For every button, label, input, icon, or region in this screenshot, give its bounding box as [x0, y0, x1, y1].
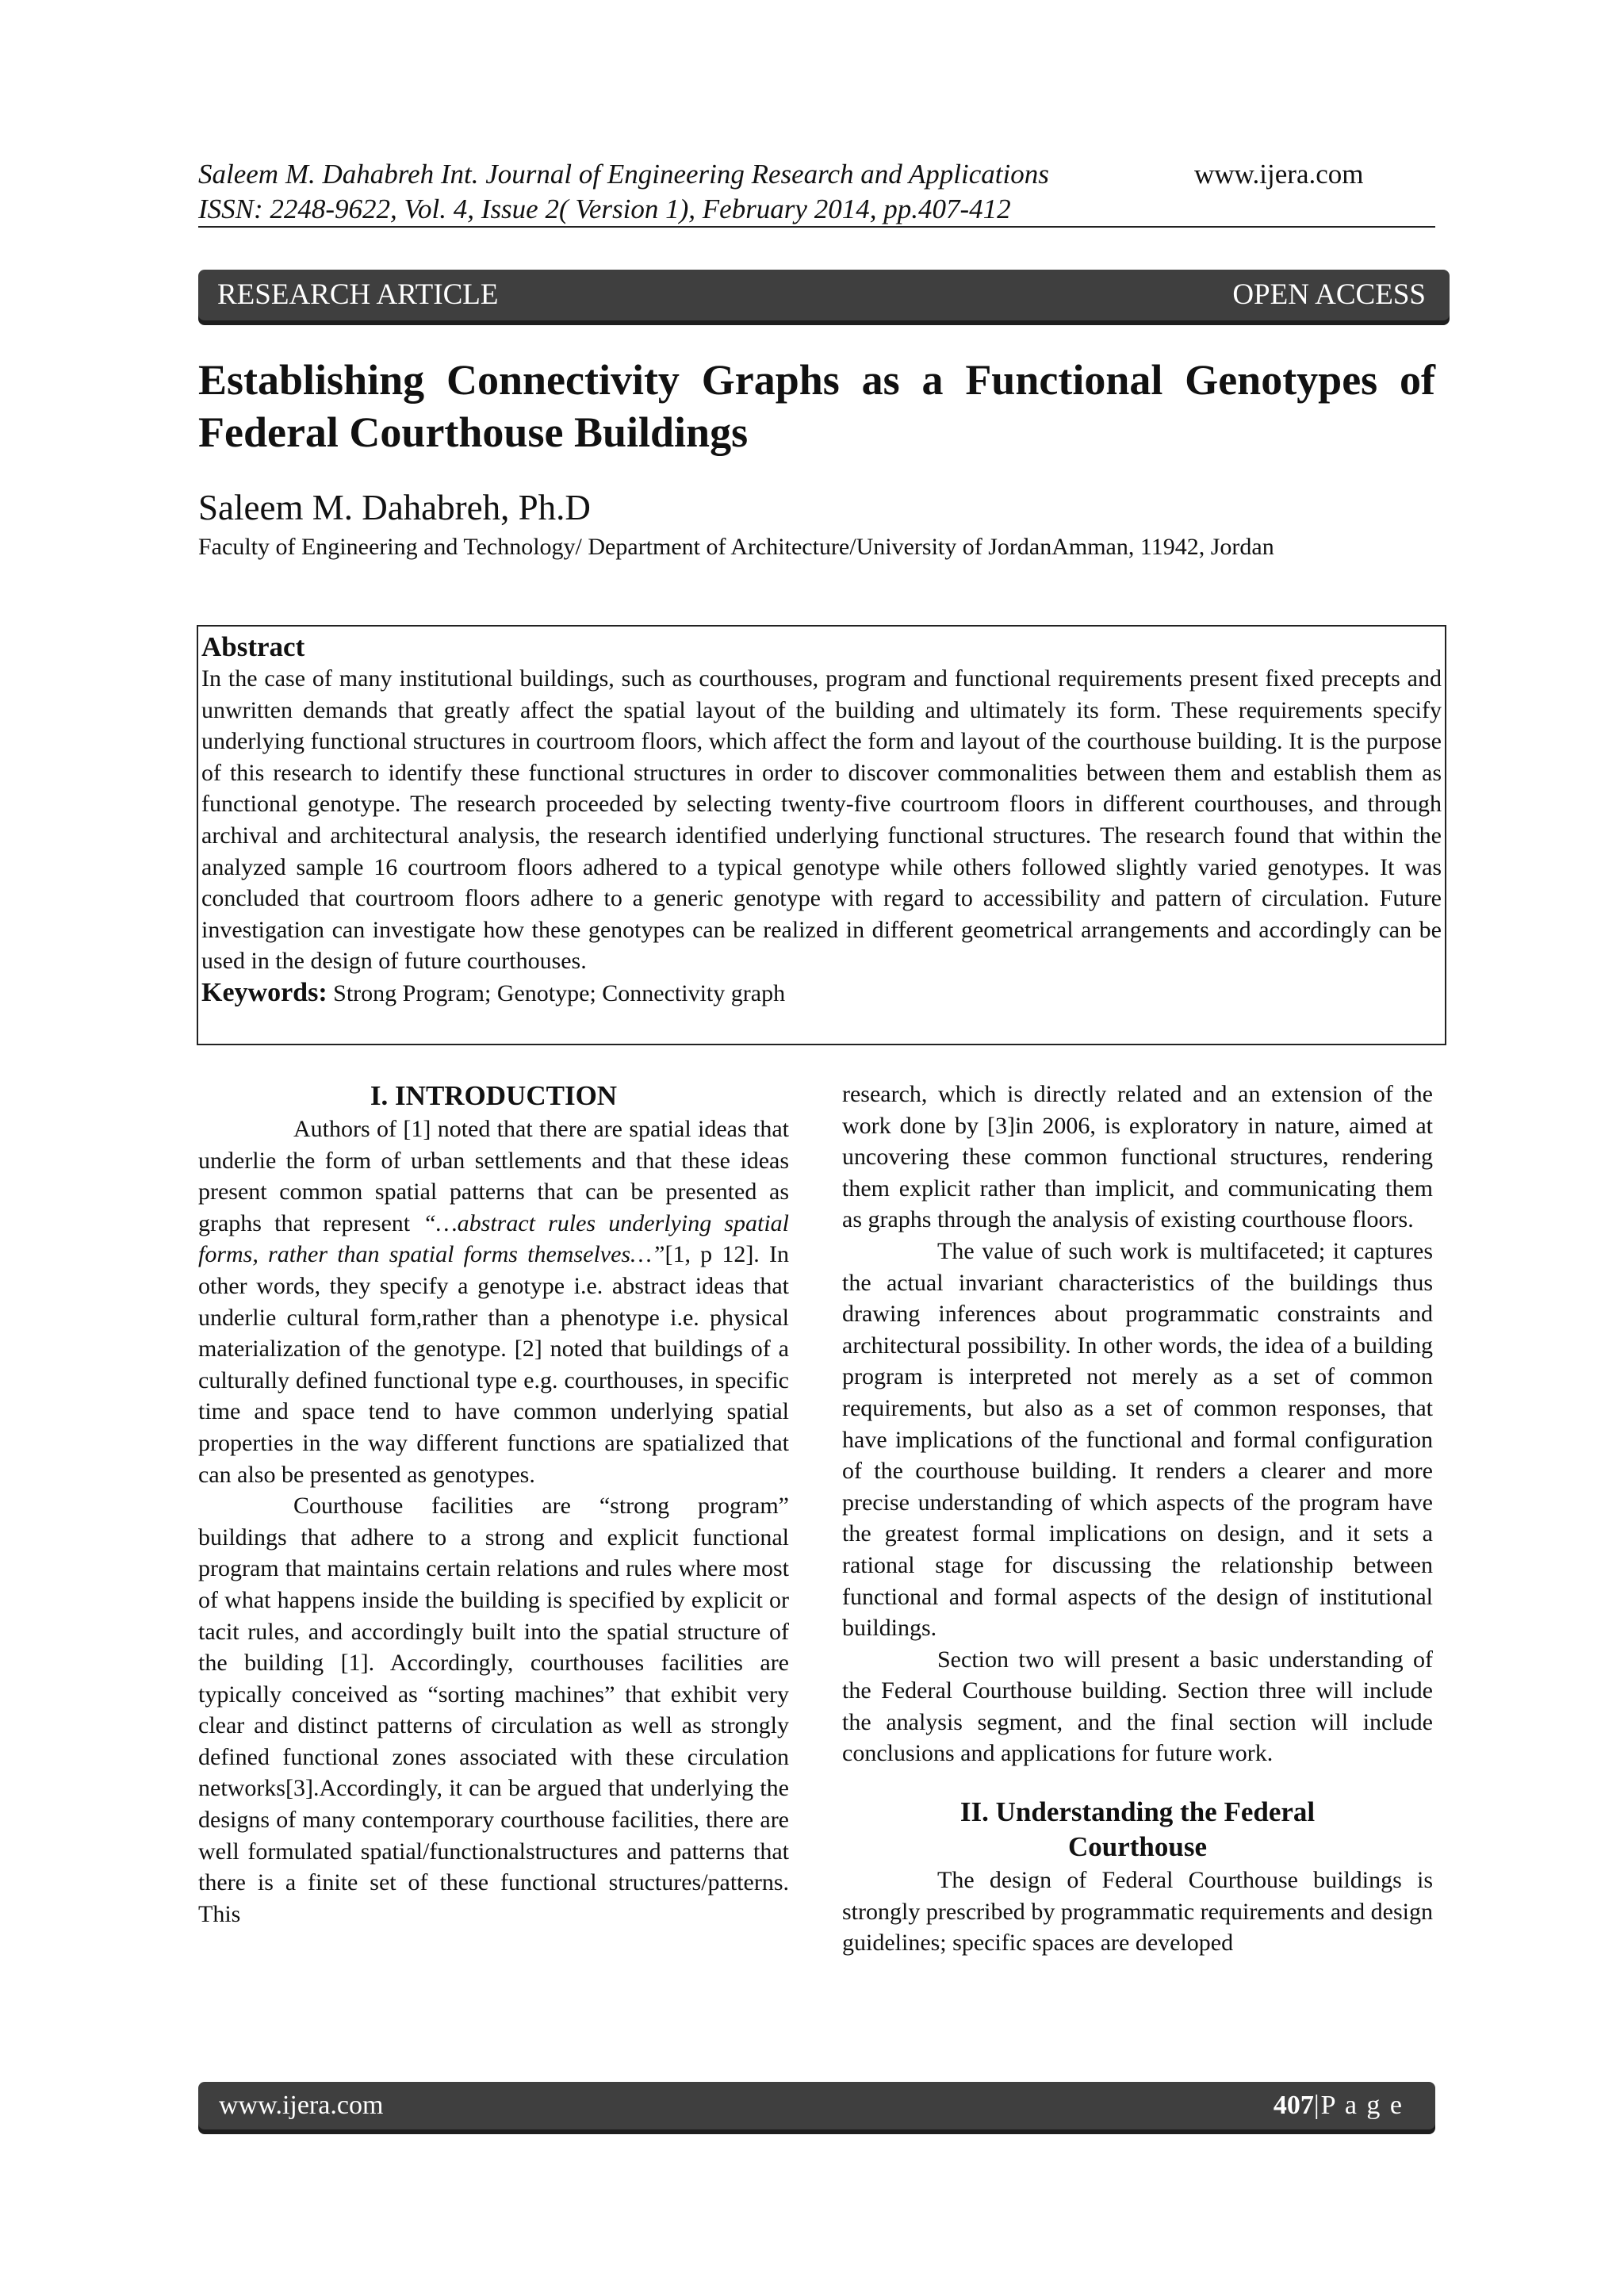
- keywords-label: Keywords:: [201, 977, 327, 1007]
- left-column: [198, 1079, 789, 1930]
- intro-paragraph-3: research, which is directly related and an extension of the work done by [3]in 2006, is exploratory in nature, aimed at uncovering these common functional structures, rendering them explicit rather than implicit, and communicating them as graphs through the analysis of existing courthouse floors.: [842, 1081, 1433, 1233]
- author-name: Saleem M. Dahabreh, Ph.D: [198, 488, 591, 527]
- right-column: [842, 1079, 1433, 1959]
- abstract-text: In the case of many institutional buildings, such as courthouses, program and functional requirements present fixed precepts and unwritten demands that greatly affect the spatial layout of the building and ultimately its form. These requirements specify underlying functional structures in courtroom floors, which affect the form and layout of the courthouse building. It is the purpose of this research to identify these functional structures in order to discover commonalities between them and establish them as functional genotype. The research proceeded by selecting twenty-five courtroom floors in different courthouses, and through archival and architectural analysis, the research identified underlying functional structures. The research found that within the analyzed sample 16 courtroom floors adhered to a typical genotype while others followed slightly varied genotypes. It was concluded that courtroom floors adhere to a generic genotype with regard to accessibility and pattern of circulation. Future investigation can investigate how these genotypes can be realized in different geometrical arrangements and accordingly can be used in the design of future courthouses.: [201, 665, 1442, 975]
- section-1-heading: I. INTRODUCTION: [370, 1080, 618, 1111]
- page-footer: [198, 2082, 1435, 2129]
- footer-url[interactable]: www.ijera.com: [219, 2091, 384, 2120]
- keywords-list: Strong Program; Genotype; Connectivity graph: [333, 979, 786, 1006]
- page-number: 407|P a g e: [1273, 2091, 1404, 2120]
- journal-url[interactable]: www.ijera.com: [1194, 159, 1364, 190]
- paper-title: Establishing Connectivity Graphs as a Functional Genotypes of Federal Courthouse Buildings: [198, 356, 1435, 456]
- open-access-label: OPEN ACCESS: [1232, 278, 1426, 311]
- abstract-box: [197, 625, 1446, 1045]
- abstract-heading: Abstract: [201, 631, 305, 662]
- author-affiliation: Faculty of Engineering and Technology/ Department of Architecture/University of JordanAmman, 11942, Jordan: [198, 534, 1274, 560]
- issn-line: ISSN: 2248-9622, Vol. 4, Issue 2( Version 1), February 2014, pp.407-412: [198, 194, 1011, 224]
- intro-paragraph-5: Section two will present a basic understanding of the Federal Courthouse building. Section three will include the analysis segment, and the final section will include conclusions and applications for future work.: [842, 1646, 1433, 1767]
- header-divider: [198, 226, 1435, 228]
- journal-header: Saleem M. Dahabreh Int. Journal of Engineering Research and Applications: [198, 159, 1049, 190]
- article-type-banner: [198, 270, 1450, 320]
- intro-paragraph-4: The value of such work is multifaceted; it captures the actual invariant characteristics of the buildings thus drawing inferences about programmatic constraints and architectural possibility. In other words, the idea of a building program is interpreted not merely as a set of common requirements, but also as a set of common responses, that have implications of the functional and formal configuration of the courthouse building. It renders a clearer and more precise understanding of which aspects of the program have the greatest formal implications on design, and it sets a rational stage for discussing the relationship between functional and formal aspects of the design of institutional buildings.: [842, 1237, 1433, 1642]
- research-article-label: RESEARCH ARTICLE: [217, 278, 499, 311]
- intro-paragraph-2: Courthouse facilities are “strong program” buildings that adhere to a strong and explicit functional program that maintains certain relations and rules where most of what happens inside the building is specified by explicit or tacit rules, and accordingly built into the spatial structure of the building [1]. Accordingly, courthouses facilities are typically conceived as “sorting machines” that exhibit very clear and distinct patterns of circulation as well as strongly defined functional zones associated with these circulation networks[3].Accordingly, it can be argued that underlying the designs of many contemporary courthouse facilities, there are well formulated spatial/functionalstructures and patterns that there is a finite set of these functional structures/patterns. This: [198, 1493, 789, 1927]
- section-2-paragraph-1: The design of Federal Courthouse buildings is strongly prescribed by programmatic requirements and design guidelines; specific spaces are developed: [842, 1867, 1433, 1957]
- intro-quote: “…abstract rules underlying spatial forms, rather than spatial forms themselves…”: [198, 1209, 789, 1268]
- intro-paragraph-1: Authors of [1] noted that there are spatial ideas that underlie the form of urban settlements and that these ideas present common spatial patterns that can be presented as graphs that represent “…abstract rules underlying spatial forms, rather than spatial forms themselves…”[1, p 12]. In other words, they specify a genotype i.e. abstract ideas that underlie cultural form,rather than a phenotype i.e. physical materialization of the genotype. [2] noted that buildings of a culturally defined functional type e.g. courthouses, in specific time and space tend to have common underlying spatial properties in the way different functions are spatialized that can also be presented as genotypes.: [198, 1116, 789, 1488]
- section-2-heading: II. Understanding the Federal Courthouse: [959, 1796, 1316, 1863]
- keywords-line: [201, 977, 1442, 1010]
